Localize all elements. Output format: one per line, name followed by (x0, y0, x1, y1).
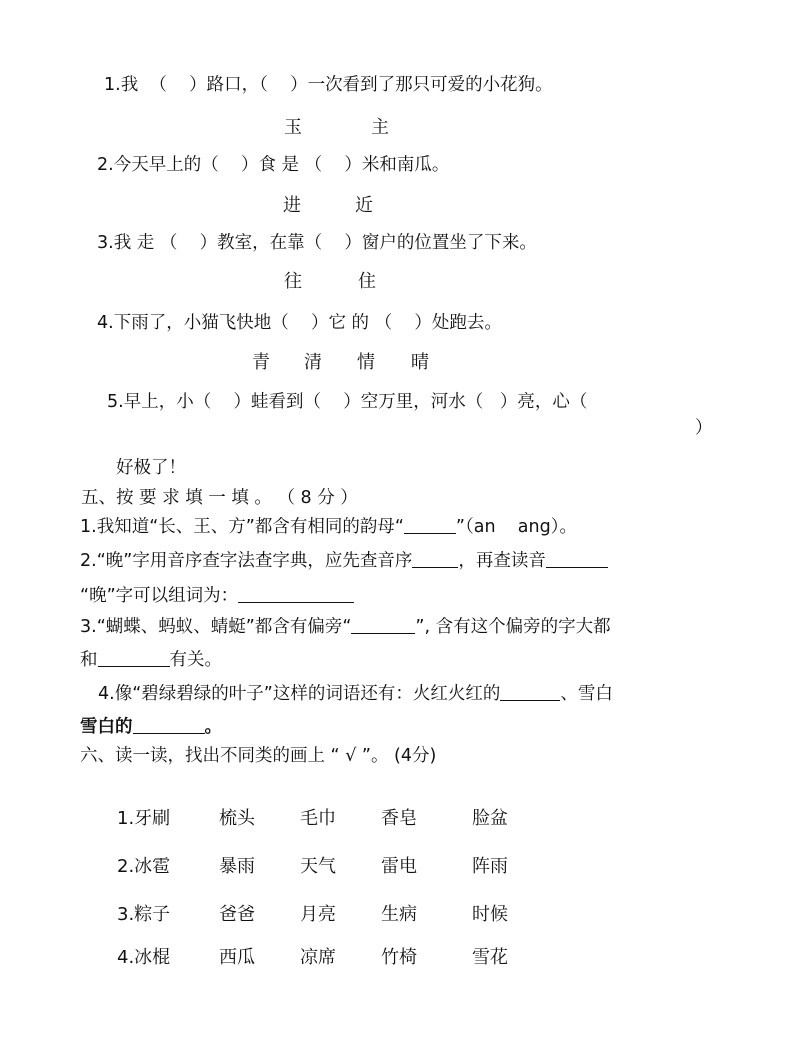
question-4-1: 1.我 （ ）路口，（ ）一次看到了那只可爱的小花狗。 (104, 75, 553, 95)
option-word: 情 (357, 352, 375, 373)
word-cell[interactable]: 雷电 (381, 856, 417, 877)
answer-blank[interactable] (133, 715, 205, 734)
question-5-1-text: 1.我知道“长、王、方”都含有相同的韵母“ (80, 517, 404, 537)
question-5-4-text-mid: 、雪白 (560, 684, 613, 704)
question-4-5-end: 好极了！ (116, 458, 186, 478)
word-cell[interactable]: 西瓜 (219, 947, 255, 968)
option-word: 近 (355, 195, 373, 216)
option-word: 青 (252, 352, 270, 373)
word-cell[interactable]: 4.冰棍 (117, 947, 171, 968)
word-cell[interactable]: 暴雨 (219, 856, 255, 877)
question-4-3: 3.我 走 （ ）教室，在靠（ ）窗户的位置坐了下来。 (97, 233, 537, 253)
answer-blank[interactable] (546, 549, 608, 568)
question-5-2-text-2: “晚”字可以组词为： (80, 586, 239, 606)
word-cell[interactable]: 时候 (472, 904, 508, 925)
question-4-4: 4.下雨了，小猫飞快地（ ）它 的 （ ）处跑去。 (97, 313, 502, 333)
answer-blank[interactable] (351, 615, 415, 634)
word-cell[interactable]: 凉席 (300, 947, 336, 968)
question-5-2 (80, 549, 608, 573)
option-word: 主 (371, 117, 389, 138)
option-word: 清 (304, 352, 322, 373)
question-4-2: 2.今天早上的（ ）食 是 （ ）米和南瓜。 (97, 155, 450, 175)
question-5-4 (98, 682, 613, 706)
question-5-3-text-mid: ”, 含有这个偏旁的字大都 (415, 617, 611, 637)
question-5-2-text-mid: ，再查读音 (458, 551, 546, 571)
section-6-heading: 六、读一读，找出不同类的画上 “ √ ”。 (4分) (80, 746, 437, 766)
word-cell[interactable]: 3.粽子 (117, 904, 171, 925)
section-5-heading: 五、按 要 求 填 一 填 。 （ 8 分 ） (81, 488, 358, 508)
question-4-5: 5.早上，小（ ）蛙看到（ ）空万里，河水（ ）亮，心（ (107, 392, 588, 412)
word-cell[interactable]: 爸爸 (219, 904, 255, 925)
word-cell[interactable]: 香皂 (381, 808, 417, 829)
option-word: 玉 (284, 117, 302, 138)
word-cell[interactable]: 竹椅 (381, 947, 417, 968)
question-5-1-text-end: ”（an ang）。 (455, 517, 577, 537)
answer-blank[interactable] (238, 584, 354, 603)
word-cell[interactable]: 雪花 (472, 947, 508, 968)
word-cell[interactable]: 生病 (381, 904, 417, 925)
answer-blank[interactable] (404, 515, 456, 534)
option-word: 往 (284, 271, 302, 292)
question-5-3-text-end: 有关。 (169, 650, 222, 670)
question-5-2-line2 (80, 584, 354, 608)
question-5-3-text-2: 和 (80, 650, 98, 670)
word-cell[interactable]: 梳头 (219, 808, 255, 829)
option-word: 晴 (411, 352, 429, 373)
word-cell[interactable]: 月亮 (300, 904, 336, 925)
answer-blank[interactable] (500, 682, 560, 701)
answer-blank[interactable] (412, 549, 458, 568)
word-cell[interactable]: 天气 (300, 856, 336, 877)
word-cell[interactable]: 1.牙刷 (117, 808, 171, 829)
question-5-3 (80, 615, 611, 639)
word-cell[interactable]: 毛巾 (300, 808, 336, 829)
answer-blank[interactable] (98, 648, 170, 667)
question-5-4-text-2: 雪白的 (80, 717, 133, 737)
question-5-2-text: 2.“晚”字用音序查字法查字典，应先查音序 (80, 551, 413, 571)
question-5-4-text-end: 。 (204, 717, 222, 737)
option-word: 进 (283, 195, 301, 216)
question-5-4-text: 4.像“碧绿碧绿的叶子”这样的词语还有：火红火红的 (98, 684, 501, 704)
question-5-1 (80, 515, 577, 539)
question-4-5-closing: ） (695, 418, 713, 438)
question-5-3-text: 3.“蝴蝶、蚂蚁、蜻蜓”都含有偏旁“ (80, 617, 352, 637)
word-cell[interactable]: 脸盆 (472, 808, 508, 829)
option-word: 住 (358, 271, 376, 292)
question-5-4-line2 (80, 715, 222, 739)
question-5-3-line2 (80, 648, 222, 672)
word-cell[interactable]: 2.冰雹 (117, 856, 171, 877)
word-cell[interactable]: 阵雨 (472, 856, 508, 877)
